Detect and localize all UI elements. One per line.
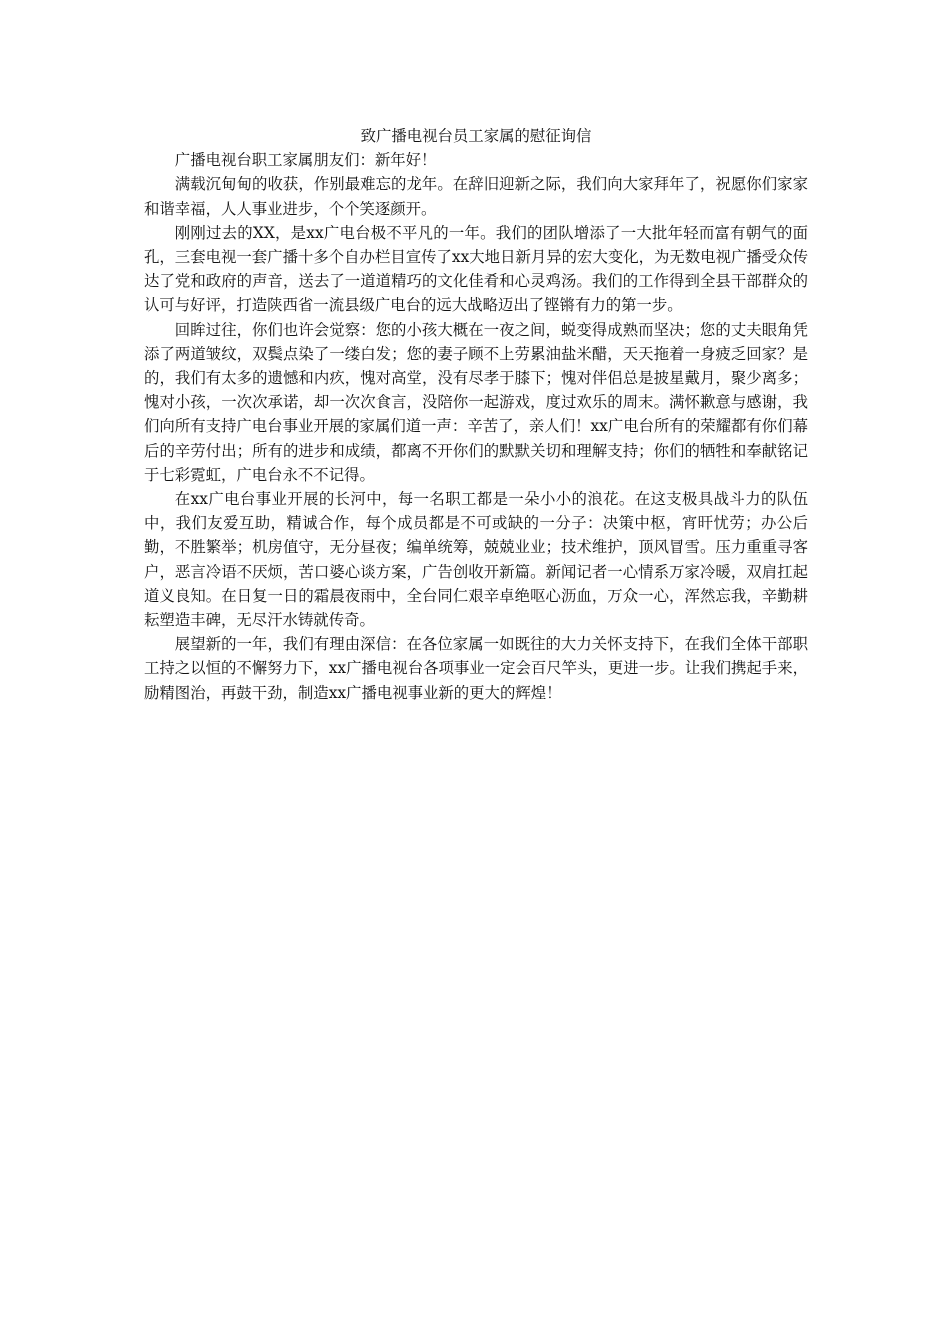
letter-greeting: 广播电视台职工家属朋友们：新年好！: [174, 151, 437, 170]
paragraph-2: 刚刚过去的XX，是xx广电台极不平凡的一年。我们的团队增添了一大批年轻而富有朝气的面孔，三套电视一套广播十多个自办栏目宣传了xx大地日新月异的宏大变化，为无数电视广播受众传达了党和政府的声音，送去了一道道精巧的文化佳肴和心灵鸡汤。我们的工作得到全县干部群众的认可与好评，打造陕西省一流县级广电台的远大战略迈出了铿锵有力的第一步。: [144, 223, 808, 315]
paragraph-5: 展望新的一年，我们有理由深信：在各位家属一如既往的大力关怀支持下，在我们全体干部职工持之以恒的不懈努力下，xx广播电视台各项事业一定会百尺竿头，更进一步。让我们携起手来，励精图治，再鼓干劲，制造xx广播电视事业新的更大的辉煌！: [144, 635, 808, 702]
letter-body: [144, 124, 808, 705]
paragraph-4: 在xx广电台事业开展的长河中，每一名职工都是一朵小小的浪花。在这支极具战斗力的队伍中，我们友爱互助，精诚合作，每个成员都是不可或缺的一分子：决策中枢，宵旰忧劳；办公后勤，不胜繁举；机房值守，无分昼夜；编单统筹，兢兢业业；技术维护，顶风冒雪。压力重重寻客户，恶言冷语不厌烦，苦口婆心谈方案，广告创收开新篇。新闻记者一心情系万家冷暖，双肩扛起道义良知。在日复一日的霜晨夜雨中，全台同仁艰辛卓绝呕心沥血，万众一心，浑然忘我，辛勤耕耘塑造丰碑，无尽汗水铸就传奇。: [144, 490, 808, 630]
paragraph-3: 回眸过往，你们也许会觉察：您的小孩大概在一夜之间，蜕变得成熟而坚决；您的丈夫眼角凭添了两道皱纹，双鬓点染了一缕白发；您的妻子顾不上劳累油盐米醋，天天拖着一身疲乏回家？是的，我们有太多的遗憾和内疚，愧对高堂，没有尽孝于膝下；愧对伴侣总是披星戴月，聚少离多；愧对小孩，一次次承诺，却一次次食言，没陪你一起游戏，度过欢乐的周末。满怀歉意与感谢，我们向所有支持广电台事业开展的家属们道一声：辛苦了，亲人们！xx广电台所有的荣耀都有你们幕后的辛劳付出；所有的进步和成绩，都离不开你们的默默关切和理解支持；你们的牺牲和奉献铭记于七彩霓虹，广电台永不不记得。: [144, 320, 808, 484]
letter-title: 致广播电视台员工家属的慰征询信: [360, 127, 592, 145]
paragraph-1: 满载沉甸甸的收获，作别最难忘的龙年。在辞旧迎新之际，我们向大家拜年了，祝愿你们家家和谐幸福，人人事业进步，个个笑逐颜开。: [144, 175, 808, 218]
